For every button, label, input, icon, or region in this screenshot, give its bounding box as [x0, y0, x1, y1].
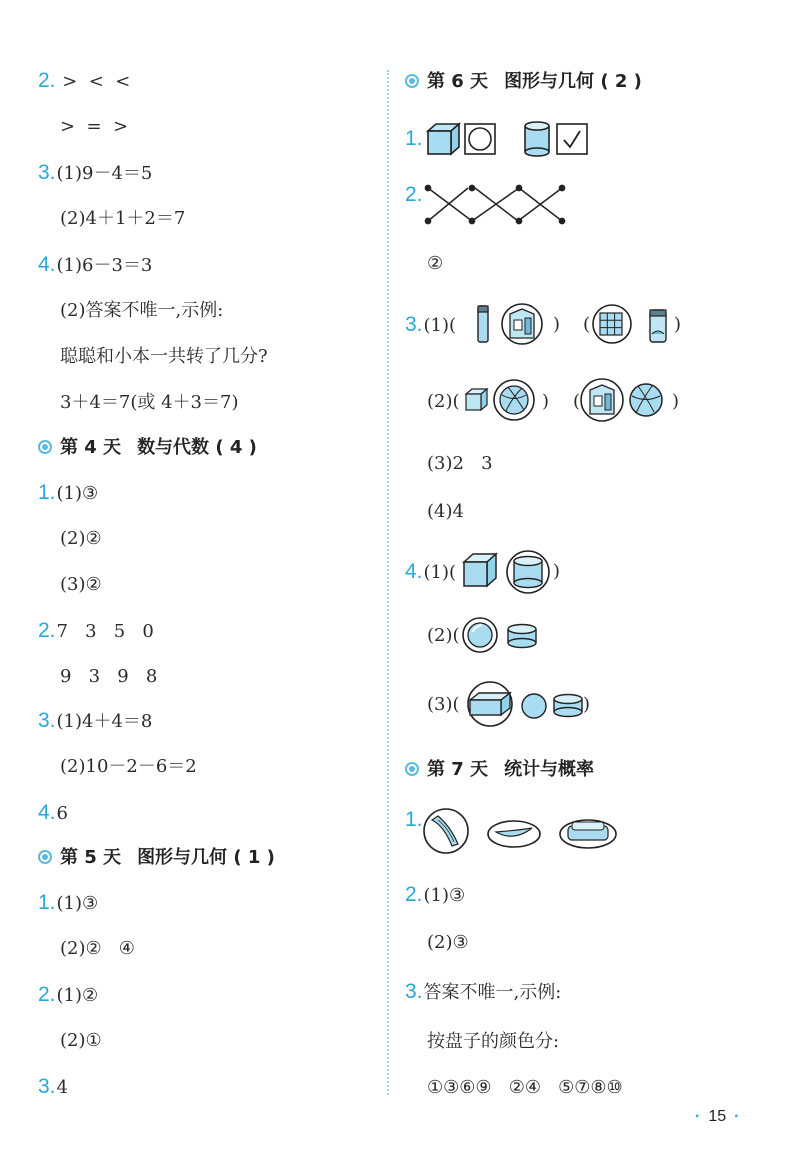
- answer-line: (2)答案不唯一,示例:: [60, 300, 224, 321]
- answer-line: (2)(: [427, 391, 460, 412]
- answer-line: (: [573, 391, 581, 412]
- volleyball-icon: [630, 384, 662, 416]
- q4-3-shapes: [462, 680, 590, 728]
- answer-line: 2.7 3 5 0: [38, 619, 154, 642]
- q4-2-shapes: [462, 614, 542, 658]
- circle-in-square-icon: [465, 124, 495, 154]
- section-heading-day4: 第 4 天 数与代数 ( 4 ): [38, 436, 257, 460]
- answer-line: (3)②: [60, 574, 102, 595]
- answer-line: (2)③: [427, 932, 469, 953]
- answer-line: ): [553, 314, 561, 335]
- milk-carton-icon: [502, 304, 542, 344]
- answer-line: (2)②: [60, 528, 102, 549]
- matching-lines-figure: [422, 180, 567, 228]
- statistics-objects-figure: [422, 806, 622, 858]
- answer-line: 2.: [405, 183, 423, 206]
- cylinder-icon: [525, 122, 549, 156]
- answer-line: (3)2 3: [427, 453, 493, 474]
- section-heading-day6: 第 6 天 图形与几何 ( 2 ): [405, 70, 642, 94]
- jar-icon: [650, 310, 666, 342]
- boat-plate-icon: [488, 821, 540, 847]
- section-marker-icon: [38, 440, 52, 454]
- answer-line: 4.6: [38, 801, 68, 824]
- answer-line: 3＋4＝7(或 4＋3＝7): [60, 392, 239, 413]
- small-box-icon: [466, 389, 487, 410]
- answer-line: 1.(1)③: [38, 481, 99, 504]
- sphere-icon: [522, 694, 546, 718]
- cube-icon: [464, 554, 496, 586]
- answer-line: 1.(1)③: [38, 891, 99, 914]
- cylinder-icon: [554, 695, 582, 717]
- answer-line: 按盘子的颜色分:: [427, 1031, 560, 1052]
- answer-line: 聪聪和小本一共转了几分?: [60, 346, 268, 367]
- section-marker-icon: [405, 74, 419, 88]
- answer-line: (2)10－2－6＝2: [60, 756, 197, 777]
- answer-line: 3.答案不唯一,示例:: [405, 980, 562, 1003]
- answer-line: 2.(1)②: [38, 983, 99, 1006]
- answer-line: 4.(1)6－3＝3: [38, 253, 153, 276]
- section-heading-day5: 第 5 天 图形与几何 ( 1 ): [38, 846, 275, 870]
- answer-line: 4.(1)(: [405, 560, 457, 583]
- answer-line: (3)(: [427, 694, 460, 715]
- answer-line: (2)② ④: [60, 938, 135, 959]
- answer-line: (: [583, 314, 591, 335]
- answer-line: ): [553, 561, 561, 582]
- answer-line: 3.(1)9－4＝5: [38, 161, 153, 184]
- answer-line: ): [672, 391, 680, 412]
- q1-shapes-figure: [425, 120, 595, 158]
- answer-line: 2.(1)③: [405, 883, 466, 906]
- answer-line: > = >: [60, 116, 129, 137]
- answer-line: ②: [427, 253, 444, 274]
- answer-line: (2)(: [427, 625, 460, 646]
- answer-line: ): [674, 314, 682, 335]
- milk-carton-icon: [581, 379, 623, 421]
- q3-2-objects: [462, 378, 540, 424]
- cylinder-icon: [508, 625, 536, 648]
- sphere-in-circle-icon: [463, 618, 497, 652]
- cuboid-in-circle-icon: [468, 682, 512, 726]
- answer-line: 1.: [405, 127, 423, 150]
- cube-icon: [428, 124, 459, 154]
- answer-line: 3.(1)4＋4＝8: [38, 709, 153, 732]
- answer-line: 3.(1)(: [405, 313, 457, 336]
- rubiks-cube-icon: [593, 305, 631, 343]
- answer-line: (2)4＋1＋2＝7: [60, 208, 186, 229]
- volleyball-icon: [494, 380, 534, 420]
- q3-2-objects-b: [580, 376, 672, 424]
- q4-1-shapes: [460, 548, 552, 596]
- cylinder-in-circle-icon: [507, 551, 549, 593]
- q3-1-objects: [472, 300, 547, 348]
- answer-line: ): [542, 391, 550, 412]
- section-marker-icon: [38, 850, 52, 864]
- answer-line: 9 3 9 8: [60, 666, 158, 687]
- answer-line: 1.: [405, 808, 423, 831]
- answer-line: 3.4: [38, 1075, 68, 1098]
- q3-1-objects-b: [592, 302, 672, 348]
- checkmark-box-icon: [557, 124, 587, 154]
- answer-line: ①③⑥⑨ ②④ ⑤⑦⑧⑩: [427, 1077, 623, 1098]
- column-divider: [387, 70, 389, 1095]
- section-marker-icon: [405, 762, 419, 776]
- page-number: · 15 ·: [695, 1108, 740, 1125]
- sofa-plate-icon: [560, 820, 616, 848]
- answer-line: (2)①: [60, 1030, 102, 1051]
- section-heading-day7: 第 7 天 统计与概率: [405, 758, 594, 782]
- answer-line: 2. > < <: [38, 69, 131, 92]
- scarf-in-circle-icon: [424, 809, 468, 853]
- answer-line: ): [583, 694, 591, 715]
- tube-icon: [478, 306, 488, 342]
- answer-line: (4)4: [427, 501, 464, 522]
